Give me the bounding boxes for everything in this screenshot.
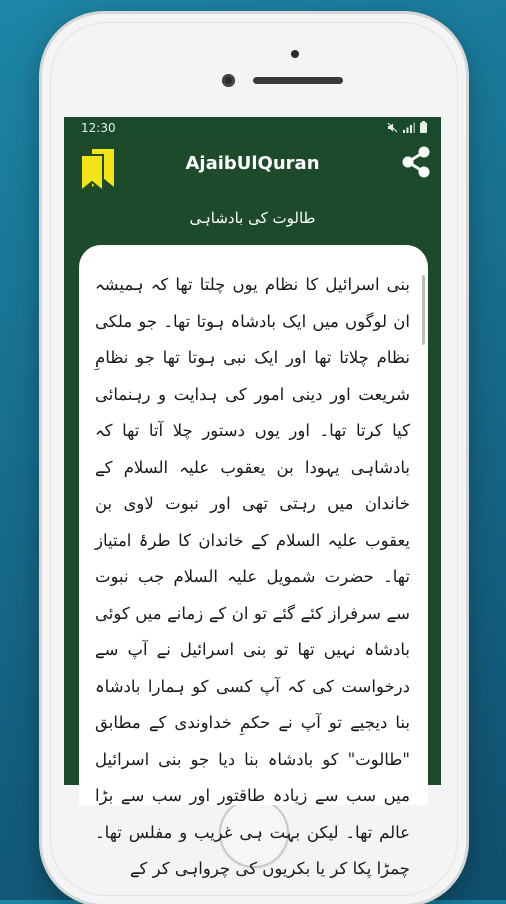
status-icons bbox=[387, 121, 427, 133]
app-screen bbox=[64, 117, 441, 878]
content-card[interactable] bbox=[79, 245, 428, 878]
share-icon[interactable] bbox=[399, 145, 433, 179]
signal-icon bbox=[403, 122, 415, 133]
front-camera bbox=[222, 74, 235, 87]
battery-icon bbox=[420, 121, 427, 133]
earpiece-speaker bbox=[253, 77, 343, 84]
mute-icon bbox=[387, 122, 398, 133]
status-time: 12:30 bbox=[81, 121, 116, 135]
proximity-sensor bbox=[291, 50, 299, 58]
app-bar bbox=[64, 139, 441, 199]
story-text: بنی اسرائیل کا نظام یوں چلتا تھا کہ ہمیشہ ان لوگوں میں ایک بادشاہ ہوتا تھا۔ جو ملکی نظام چلاتا تھا اور ایک نبی ہوتا تھا جو نظامِ شریعت اور دینی امور کی ہدایت و رہنمائی کیا کرتا تھا۔ اور یوں دستور چلا آتا تھا کہ بادشاہی یہودا بن یعقوب علیہ السلام کے خاندان میں رہتی تھی اور نبوت لاوی بن یعقوب علیہ السلام کے خاندان کا طرۂ امتیاز تھا۔ حضرت شمویل علیہ السلام جب نبوت سے سرفراز کئے گئے تو ان کے زمانے میں کوئی بادشاہ نہیں تھا تو بنی اسرائیل نے آپ سے درخواست کی کہ آپ کسی کو ہمارا بادشاہ بنا دیجیے تو آپ نے حکمِ خداوندی کے مطابق "طالوت" کو بادشاہ بنا دیا جو بنی اسرائیل میں سب سے زیادہ طاقتور اور سب سے بڑا عالم تھا۔ لیکن بہت ہی غریب و مفلس تھا۔ چمڑا پکا کر یا بکریوں کی چرواہی کر کے bbox=[95, 275, 410, 878]
status-bar bbox=[64, 117, 441, 139]
chapter-title: طالوت کی بادشاہی bbox=[189, 209, 316, 227]
app-title: AjaibUlQuran bbox=[185, 153, 320, 174]
scrollbar[interactable] bbox=[422, 275, 425, 345]
